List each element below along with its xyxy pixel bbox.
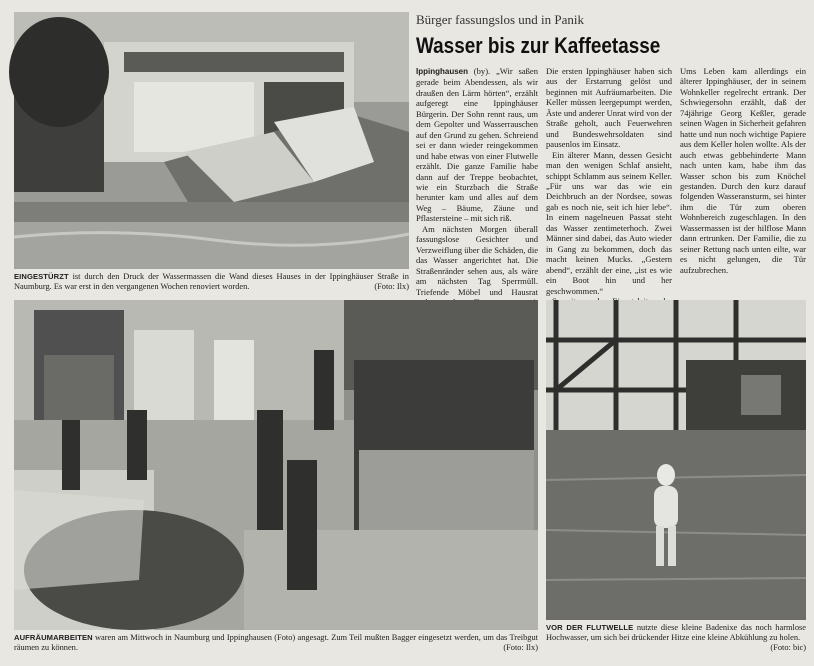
caption-text: ist durch den Druck der Wassermassen die Wand dieses Hauses in der Ippinghäuser Straße in Naumburg. Es war erst in den vergangenen Wochen renoviert worden. <box>14 272 409 292</box>
top-photo-caption <box>14 272 409 292</box>
dateline: Ippinghausen <box>416 67 468 76</box>
col2-paragraph-2: Ein älterer Mann, dessen Gesicht man den wenigen Schlaf ansieht, schippt Schlamm aus seinem Keller. „Für uns war das wie ein Deichbruch an der Nordsee, sowas gab es noch nie, seit ich hier lebe“. In einem nagelneuen Passat steht das Wasser zentimeterhoch. Zwei Männer sind dabei, das Auto wieder in Gang zu bekommen, doch das macht keinen Mucks. „Gestern abend“, erzählt der eine, „ist es wie ein Boot hin und her geschwommen.“ <box>546 149 672 296</box>
article-column-2 <box>546 66 672 298</box>
article-headline: Wasser bis zur Kaffeetasse <box>416 33 661 58</box>
caption-lead: VOR DER FLUTWELLE <box>546 623 634 632</box>
cleanup-photo-caption <box>14 633 538 653</box>
caption-lead: AUFRÄUMARBEITEN <box>14 633 93 642</box>
collapsed-house-photo <box>14 12 409 269</box>
col2-paragraph-1: Die ersten Ippinghäuser haben sich aus der Erstarrung gelöst und beginnen mit Aufräumarbeiten. Die Keller müssen leergepumpt werden, Äste und anderer Unrat wird von der Straße geholt, auch Feuerwehren und Bundeswehrsoldaten sind pausenlos im Einsatz. <box>546 66 672 150</box>
child-in-floodwater-photo <box>546 300 806 620</box>
caption-text: nutzte diese kleine Badenixe das noch harmlose Hochwasser, um sich bei drückender Hitze eine kleine Abkühlung zu holen. <box>546 623 807 643</box>
col1-paragraph-1: (by). „Wir saßen gerade beim Abendessen, als wir draußen den Lärm hörten“, erzählt aufgeregt eine Ippinghäuser Bürgerin. Der Sohn rennt raus, um dem Gepolter und Wasserrauschen auf den Grund zu gehen. Schreiend sei er dann wieder reingekommen und habe etwas von einer Flutwelle erzählt. Die ganze Familie habe dann auf der Treppe beobachtet, wie ein Sturzbach die Straße herunter kam und alles auf dem Weg – Bäume, Zäune und Pflastersteine – mit sich riß. <box>416 66 538 224</box>
photo-credit: (Foto: bic) <box>770 643 806 653</box>
col1-paragraph-2: Am nächsten Morgen überall fassungslose Gesichter und Verzweiflung über die Schäden, die das Wasser angerichtet hat. Die Straßenränder sehen aus, als wäre am nächsten Tag Sperrmüll. Triefende Möbel und Hausrat <box>416 223 538 297</box>
child-photo-caption <box>546 623 806 654</box>
caption-lead: EINGESTÜRZT <box>14 272 69 281</box>
article-column-3 <box>680 66 806 298</box>
photo-credit: (Foto: Ilx) <box>374 282 409 292</box>
caption-text: waren am Mittwoch in Naumburg und Ippinghausen (Foto) angesagt. Zum Teil mußten Bagger eingesetzt werden, um das Treibgut räumen zu können. <box>14 633 538 653</box>
article-kicker: Bürger fassungslos und in Panik <box>416 12 585 27</box>
cleanup-photo <box>14 300 538 630</box>
photo-credit: (Foto: Ilx) <box>503 643 538 653</box>
col3-paragraph-1: Ums Leben kam allerdings ein älterer Ippinghäuser, der in seinem Wohnkeller regelrecht ertrank. Der Schwiegersohn erzählt, daß der 74jährige Georg Keßler, gerade seinen Wagen in Sicherheit gefahren hatte und nun noch wichtige Papiere aus dem Keller holen wollte. Als der auch etwas gebbehinderte Mann nach unten kam, habe ihm das Wasser schon bis zum Knöchel gestanden. Durch den kurz darauf folgenden Wasseransturm, sei hinter ihm die Tür zum oberen Wohnbereich zugeschlagen. In den Wassermassen ist der hilflose Mann dann ertrunken. Der Familie, die zu seiner Rettung nach unten eilte, war es nicht gelungen, die Tür aufzubrechen. <box>680 66 806 275</box>
article-column-1 <box>416 66 538 298</box>
